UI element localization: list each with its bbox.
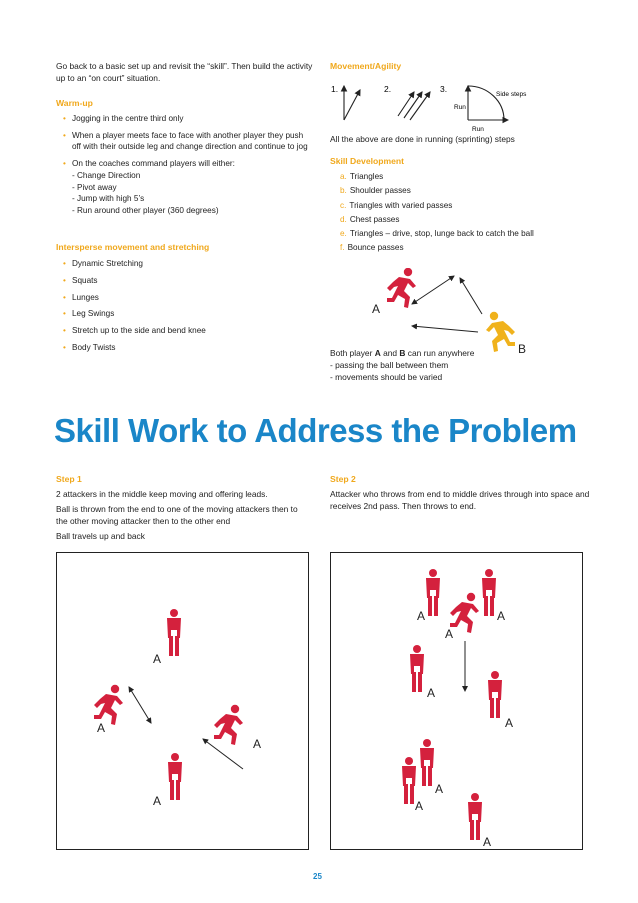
player-label: A	[415, 799, 424, 813]
movement-diagram	[330, 80, 540, 132]
player-icon	[426, 569, 440, 616]
intersperse-heading: Intersperse movement and stretching	[56, 242, 210, 252]
player-icon	[168, 753, 182, 800]
intersperse-list	[63, 258, 313, 359]
arrow	[410, 92, 430, 120]
player-b-label: B	[518, 342, 527, 356]
player-icon	[420, 739, 434, 786]
player-icon	[402, 757, 416, 804]
step2-heading: Step 2	[330, 474, 356, 484]
player-label: A	[497, 609, 506, 623]
runner-a-icon	[387, 268, 416, 308]
player-label: A	[427, 686, 436, 700]
player-icon	[488, 671, 502, 718]
arrow	[129, 687, 151, 723]
runner-b-icon	[486, 312, 515, 352]
list-item: c. Triangles with varied passes	[340, 200, 453, 210]
arrow	[398, 92, 414, 116]
arrow	[404, 92, 422, 118]
player-icon	[468, 793, 482, 840]
list-item: • Squats	[63, 275, 313, 287]
player-label: A	[153, 794, 162, 808]
court-diagram-step2	[330, 552, 583, 850]
arrow	[344, 90, 360, 120]
list-item: • Jogging in the centre third only	[63, 113, 313, 125]
player-icon	[482, 569, 496, 616]
sidesteps-label: Side steps	[496, 91, 527, 98]
player-a-label: A	[372, 302, 381, 316]
list-item: • Leg Swings	[63, 308, 313, 320]
step1-heading: Step 1	[56, 474, 82, 484]
list-item: d. Chest passes	[340, 214, 400, 224]
movement-label-2: 2.	[384, 84, 392, 94]
court-diagram-step1	[56, 552, 309, 850]
list-item: • Dynamic Stretching	[63, 258, 313, 270]
triangle-note: Both player A and B can run anywhere - passing the ball between them - movements should be varied	[330, 348, 475, 382]
list-item: • Lunges	[63, 292, 313, 304]
step2-text: Attacker who throws from end to middle drives through into space and receives 2nd pass. Then throws to end.	[330, 489, 590, 511]
movement-label-1: 1.	[331, 84, 339, 94]
runner-icon	[214, 705, 243, 745]
arrow	[203, 739, 243, 769]
list-item: • When a player meets face to face with another player they push off with their outside leg and change direction and continue to jog	[63, 130, 313, 153]
arrow	[412, 276, 454, 304]
player-label: A	[153, 652, 162, 666]
warmup-heading: Warm-up	[56, 98, 93, 108]
player-label: A	[435, 782, 444, 796]
warmup-list	[63, 113, 313, 222]
player-label: A	[505, 716, 514, 730]
list-item: • Stretch up to the side and bend knee	[63, 325, 313, 337]
list-item: e. Triangles – drive, stop, lunge back to catch the ball	[340, 229, 534, 239]
step1-text: 2 attackers in the middle keep moving and offering leads. Ball is thrown from the end to one of the moving attackers then to the other moving attacker then to the other end Ball travels up and back	[56, 489, 298, 541]
player-icon	[167, 609, 181, 656]
list-item	[63, 158, 313, 216]
player-label: A	[417, 609, 426, 623]
run-label: Run	[454, 104, 466, 111]
player-label: A	[253, 737, 262, 751]
sub-item: - Change Direction	[72, 170, 141, 180]
sub-item: - Run around other player (360 degrees)	[72, 205, 219, 215]
arrow	[460, 278, 482, 314]
movement-heading: Movement/Agility	[330, 61, 402, 71]
page-number: 25	[313, 872, 322, 881]
movement-note: All the above are done in running (sprinting) steps	[330, 134, 515, 144]
list-item: a. Triangles	[340, 172, 384, 181]
player-label: A	[483, 835, 492, 849]
list-item: b. Shoulder passes	[340, 186, 411, 196]
arrow	[412, 326, 478, 332]
skill-dev-list	[330, 172, 590, 258]
movement-label-3: 3.	[440, 84, 448, 94]
page-title: Skill Work to Address the Problem	[54, 412, 577, 449]
player-label: A	[445, 627, 454, 641]
list-item-text: On the coaches command players will either:	[72, 159, 235, 169]
runner-icon	[450, 593, 479, 633]
sub-item: - Jump with high 5’s	[72, 194, 145, 204]
list-item: • Body Twists	[63, 342, 313, 354]
triangle-diagram	[360, 268, 540, 360]
player-icon	[410, 645, 424, 692]
player-label: A	[97, 721, 106, 735]
sub-item: - Pivot away	[72, 182, 117, 192]
intro-text: Go back to a basic set up and revisit the “skill”. Then build the activity up to an “on court” situation.	[56, 61, 313, 83]
runner-icon	[94, 685, 123, 725]
run-label: Run	[472, 126, 484, 132]
skill-dev-heading: Skill Development	[330, 156, 405, 166]
list-item: f. Bounce passes	[340, 243, 404, 253]
